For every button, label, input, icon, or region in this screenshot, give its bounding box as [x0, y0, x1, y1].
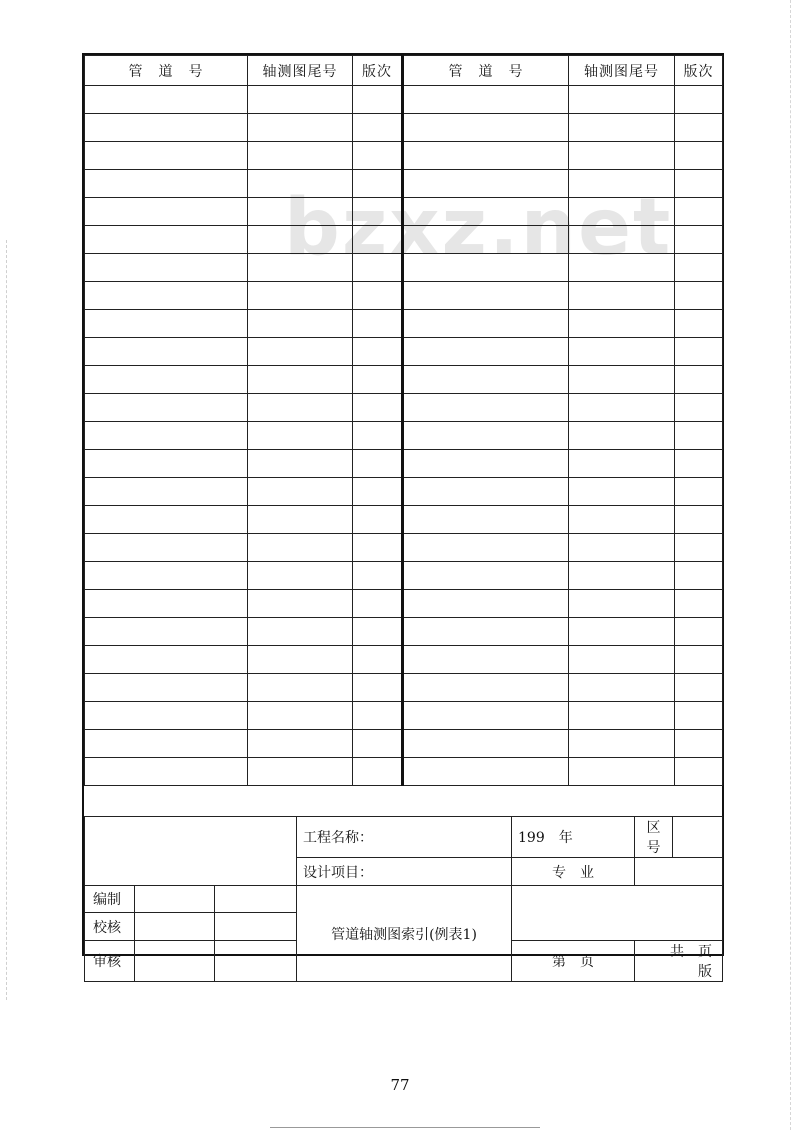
table-row [85, 758, 723, 786]
table-cell [85, 758, 248, 786]
table-cell [353, 338, 403, 366]
table-cell [403, 562, 569, 590]
table-row [85, 422, 723, 450]
table-cell [675, 114, 723, 142]
table-cell [353, 254, 403, 282]
table-cell [353, 422, 403, 450]
table-cell [403, 478, 569, 506]
page-edge-right [790, 0, 792, 1130]
table-cell [403, 674, 569, 702]
design-item-label: 设计项目： [297, 858, 512, 886]
table-cell [675, 226, 723, 254]
blank-block [85, 817, 297, 886]
year-label: 199 年 [512, 817, 635, 858]
header-revision-left: 版次 [353, 56, 403, 86]
table-row [85, 506, 723, 534]
signature-checked-date [215, 913, 297, 941]
table-cell [675, 478, 723, 506]
table-cell [403, 646, 569, 674]
table-cell [85, 198, 248, 226]
table-cell [675, 142, 723, 170]
table-cell [353, 562, 403, 590]
specialty-value [635, 858, 723, 886]
table-cell [403, 730, 569, 758]
table-cell [85, 534, 248, 562]
table-cell [403, 254, 569, 282]
table-cell [85, 646, 248, 674]
table-row [85, 310, 723, 338]
table-cell [403, 86, 569, 114]
table-cell [248, 422, 353, 450]
table-cell [248, 394, 353, 422]
table-cell [675, 646, 723, 674]
signature-prepared: 编制 [85, 886, 135, 913]
table-cell [675, 758, 723, 786]
table-cell [248, 338, 353, 366]
table-row [85, 282, 723, 310]
document-title: 管道轴测图索引(例表1) [297, 886, 512, 982]
table-cell [675, 254, 723, 282]
table-cell [248, 142, 353, 170]
table-cell [675, 310, 723, 338]
table-row [85, 338, 723, 366]
table-cell [403, 170, 569, 198]
table-cell [85, 394, 248, 422]
table-cell [675, 338, 723, 366]
table-cell [85, 422, 248, 450]
table-cell [569, 114, 675, 142]
signature-approved: 审核 [85, 941, 135, 982]
table-cell [353, 226, 403, 254]
table-cell [569, 310, 675, 338]
header-iso-suffix-left: 轴测图尾号 [248, 56, 353, 86]
table-cell [403, 758, 569, 786]
zone-value [673, 817, 723, 858]
table-cell [675, 450, 723, 478]
table-cell [85, 310, 248, 338]
table-cell [248, 702, 353, 730]
table-cell [248, 170, 353, 198]
table-cell [403, 198, 569, 226]
table-cell [85, 450, 248, 478]
table-cell [85, 618, 248, 646]
table-cell [353, 282, 403, 310]
table-cell [403, 366, 569, 394]
signature-approved-date [215, 941, 297, 982]
footer-rule [270, 1127, 540, 1128]
table-row [85, 618, 723, 646]
table-cell [403, 226, 569, 254]
table-row [85, 254, 723, 282]
table-row [85, 198, 723, 226]
table-cell [403, 422, 569, 450]
table-cell [403, 702, 569, 730]
table-cell [403, 114, 569, 142]
table-row [85, 674, 723, 702]
total-and-version [635, 941, 723, 982]
table-cell [675, 618, 723, 646]
table-cell [569, 254, 675, 282]
table-cell [675, 562, 723, 590]
table-cell [353, 534, 403, 562]
table-cell [248, 758, 353, 786]
table-cell [248, 450, 353, 478]
table-cell [353, 142, 403, 170]
table-cell [569, 702, 675, 730]
table-cell [353, 114, 403, 142]
table-cell [85, 366, 248, 394]
table-cell [403, 142, 569, 170]
table-cell [85, 142, 248, 170]
table-cell [675, 366, 723, 394]
table-cell [675, 730, 723, 758]
table-cell [569, 86, 675, 114]
table-cell [675, 86, 723, 114]
table-cell [569, 730, 675, 758]
specialty-label: 专 业 [512, 858, 635, 886]
project-name-label: 工程名称： [297, 817, 512, 858]
table-cell [675, 422, 723, 450]
signature-prepared-name [135, 886, 215, 913]
header-revision-right: 版次 [675, 56, 723, 86]
page-number: 77 [390, 1076, 410, 1094]
table-cell [248, 562, 353, 590]
table-cell [569, 590, 675, 618]
table-cell [85, 590, 248, 618]
table-cell [85, 254, 248, 282]
table-cell [248, 534, 353, 562]
table-cell [403, 338, 569, 366]
table-cell [569, 142, 675, 170]
table-row [85, 394, 723, 422]
table-cell [353, 198, 403, 226]
table-cell [569, 534, 675, 562]
table-cell [403, 534, 569, 562]
table-row [85, 86, 723, 114]
page-edge-left [6, 240, 8, 1000]
table-header-row [85, 56, 723, 86]
table-cell [569, 198, 675, 226]
table-cell [248, 366, 353, 394]
table-cell [85, 282, 248, 310]
table-cell [85, 86, 248, 114]
header-pipeline-no-left: 管 道 号 [85, 56, 248, 86]
header-pipeline-no-right: 管 道 号 [403, 56, 569, 86]
table-cell [353, 758, 403, 786]
signature-prepared-date [215, 886, 297, 913]
table-cell [675, 590, 723, 618]
table-cell [569, 506, 675, 534]
table-cell [85, 226, 248, 254]
header-iso-suffix-right: 轴测图尾号 [569, 56, 675, 86]
table-cell [569, 674, 675, 702]
table-cell [569, 562, 675, 590]
zone-label: 区号 [635, 817, 673, 858]
table-cell [569, 618, 675, 646]
table-cell [353, 86, 403, 114]
table-cell [248, 730, 353, 758]
table-cell [353, 478, 403, 506]
signature-approved-name [135, 941, 215, 982]
table-cell [85, 674, 248, 702]
table-cell [248, 226, 353, 254]
table-row [85, 170, 723, 198]
table-cell [353, 618, 403, 646]
pipeline-index-table [84, 55, 723, 786]
title-block [84, 816, 723, 982]
table-row [85, 702, 723, 730]
table-cell [353, 170, 403, 198]
table-cell [353, 590, 403, 618]
table-cell [403, 506, 569, 534]
watermark: bzxz.net [284, 183, 673, 273]
table-row [85, 590, 723, 618]
table-cell [353, 394, 403, 422]
table-cell [248, 114, 353, 142]
table-cell [248, 590, 353, 618]
table-cell [248, 674, 353, 702]
table-cell [85, 338, 248, 366]
table-cell [569, 758, 675, 786]
table-cell [403, 394, 569, 422]
page-label: 第 页 [512, 941, 635, 982]
table-cell [248, 506, 353, 534]
table-cell [403, 310, 569, 338]
table-cell [353, 450, 403, 478]
total-label: 共 页 [670, 944, 713, 960]
table-cell [569, 422, 675, 450]
table-cell [353, 702, 403, 730]
table-row [85, 562, 723, 590]
table-row [85, 226, 723, 254]
table-cell [675, 534, 723, 562]
table-cell [248, 86, 353, 114]
table-cell [675, 198, 723, 226]
table-cell [248, 254, 353, 282]
table-cell [85, 702, 248, 730]
table-cell [675, 674, 723, 702]
table-row [85, 478, 723, 506]
table-row [85, 646, 723, 674]
table-cell [675, 394, 723, 422]
table-cell [248, 618, 353, 646]
table-cell [353, 506, 403, 534]
table-cell [675, 170, 723, 198]
table-cell [569, 226, 675, 254]
signature-checked-name [135, 913, 215, 941]
table-row [85, 366, 723, 394]
table-cell [248, 646, 353, 674]
table-row [85, 142, 723, 170]
table-cell [85, 170, 248, 198]
table-cell [403, 450, 569, 478]
table-cell [85, 562, 248, 590]
table-cell [569, 646, 675, 674]
table-cell [403, 282, 569, 310]
table-cell [569, 338, 675, 366]
table-cell [403, 590, 569, 618]
table-cell [353, 310, 403, 338]
table-cell [248, 310, 353, 338]
table-cell [353, 674, 403, 702]
table-row [85, 450, 723, 478]
table-cell [569, 170, 675, 198]
table-cell [353, 646, 403, 674]
table-cell [85, 730, 248, 758]
table-cell [675, 702, 723, 730]
table-cell [248, 282, 353, 310]
table-cell [403, 618, 569, 646]
table-cell [569, 282, 675, 310]
table-cell [85, 506, 248, 534]
table-cell [569, 478, 675, 506]
table-cell [85, 114, 248, 142]
table-cell [569, 394, 675, 422]
form-frame [82, 53, 724, 980]
table-cell [353, 730, 403, 758]
table-cell [569, 450, 675, 478]
title-block-blank-area [512, 886, 723, 941]
table-cell [675, 506, 723, 534]
table-cell [675, 282, 723, 310]
table-row [85, 534, 723, 562]
table-row [85, 730, 723, 758]
table-cell [353, 366, 403, 394]
version-label: 版 [698, 964, 713, 980]
table-cell [248, 478, 353, 506]
signature-checked: 校核 [85, 913, 135, 941]
table-cell [569, 366, 675, 394]
table-row [85, 114, 723, 142]
table-cell [85, 478, 248, 506]
table-cell [248, 198, 353, 226]
